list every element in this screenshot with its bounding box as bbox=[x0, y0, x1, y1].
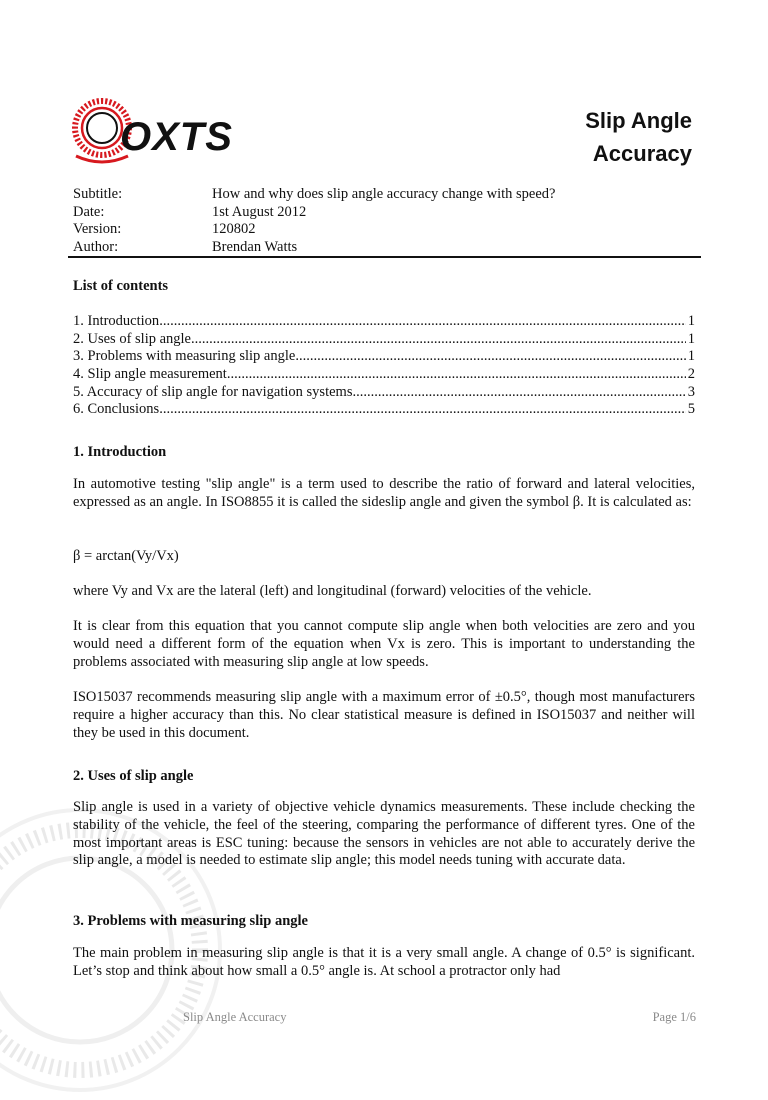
logo-wordmark: OXTS bbox=[120, 115, 233, 159]
toc-item-page: 1 bbox=[687, 313, 695, 329]
title-line-2: Accuracy bbox=[592, 141, 692, 166]
intro-paragraph-3: It is clear from this equation that you cannot compute slip angle when both velocities are zero and you would need a different form of the equation when Vx is zero. This is important to understanding the problems associated with measuring slip angle at low speeds. bbox=[73, 618, 695, 670]
document-title bbox=[585, 104, 692, 170]
toc-heading: List of contents bbox=[73, 278, 169, 294]
meta-value: How and why does slip angle accuracy change with speed? bbox=[212, 186, 556, 202]
document-meta bbox=[73, 186, 555, 257]
meta-key: Subtitle: bbox=[73, 186, 123, 202]
meta-value: Brendan Watts bbox=[212, 239, 298, 256]
meta-key: Author: bbox=[73, 239, 119, 256]
title-line-1: Slip Angle bbox=[585, 108, 692, 133]
uses-paragraph-1: Slip angle is used in a variety of objective vehicle dynamics measurements. These include checking the stability of the vehicle, the feel of the steering, comparing the performance of different tyres. One of the most important areas is ESC tuning: because the sensors in vehicles are not able to accurately derive the slip angle, a model is needed to estimate slip angle; this model needs tuning with accurate data. bbox=[73, 799, 695, 869]
toc-item-label[interactable]: 4. Slip angle measurement bbox=[73, 366, 227, 383]
meta-value: 1st August 2012 bbox=[212, 203, 307, 220]
footer-page-number: Page 1/6 bbox=[652, 1010, 696, 1024]
intro-paragraph-1: In automotive testing "slip angle" is a term used to describe the ratio of forward and lateral velocities, expressed as an angle. In ISO8855 it is called the sideslip angle and given the symbol β. It is calculated as: bbox=[73, 476, 695, 510]
header-divider bbox=[68, 256, 701, 258]
intro-paragraph-2: where Vy and Vx are the lateral (left) and longitudinal (forward) velocities of the vehicle. bbox=[73, 583, 592, 599]
toc-item-label[interactable]: 6. Conclusions bbox=[73, 401, 160, 418]
oxts-logo-graphic bbox=[70, 90, 270, 170]
footer-document-name: Slip Angle Accuracy bbox=[183, 1010, 287, 1024]
meta-row-date bbox=[73, 204, 555, 222]
toc-item-label[interactable]: 5. Accuracy of slip angle for navigation systems bbox=[73, 383, 353, 400]
problems-paragraph-1: The main problem in measuring slip angle is that it is a very small angle. A change of 0.5° is significant. Let’s stop and think about how small a 0.5° angle is. At school a protractor only had bbox=[73, 945, 695, 979]
section-heading-introduction: 1. Introduction bbox=[73, 444, 167, 460]
toc-item-page: 2 bbox=[687, 366, 695, 383]
meta-row-subtitle bbox=[73, 186, 555, 204]
toc-item-page: 5 bbox=[687, 401, 695, 418]
meta-row-author bbox=[73, 239, 555, 257]
toc-item[interactable] bbox=[73, 331, 695, 349]
section-heading-problems: 3. Problems with measuring slip angle bbox=[73, 913, 308, 929]
toc-item[interactable] bbox=[73, 401, 695, 419]
meta-key: Version: bbox=[73, 221, 122, 238]
toc-item-page: 1 bbox=[687, 348, 695, 365]
toc-item-label[interactable]: 2. Uses of slip angle bbox=[73, 330, 191, 347]
toc-item-label[interactable]: 3. Problems with measuring slip angle bbox=[73, 348, 296, 365]
toc-item-page: 1 bbox=[687, 330, 695, 347]
meta-key: Date: bbox=[73, 203, 105, 220]
toc-item-label[interactable]: 1. Introduction bbox=[73, 313, 160, 329]
meta-row-version bbox=[73, 221, 555, 239]
toc-item[interactable] bbox=[73, 313, 695, 331]
slip-angle-equation: β = arctan(Vy/Vx) bbox=[73, 548, 179, 564]
oxts-logo bbox=[70, 90, 270, 170]
toc-item-page: 3 bbox=[687, 383, 695, 400]
section-heading-uses: 2. Uses of slip angle bbox=[73, 768, 194, 784]
table-of-contents bbox=[73, 313, 695, 419]
meta-value: 120802 bbox=[212, 221, 256, 238]
toc-item[interactable] bbox=[73, 384, 695, 402]
intro-paragraph-4: ISO15037 recommends measuring slip angle with a maximum error of ±0.5°, though most manufacturers require a higher accuracy than this. No clear statistical measure is defined in ISO15037 and neither will they be used in this document. bbox=[73, 689, 695, 741]
toc-item[interactable] bbox=[73, 348, 695, 366]
toc-item[interactable] bbox=[73, 366, 695, 384]
